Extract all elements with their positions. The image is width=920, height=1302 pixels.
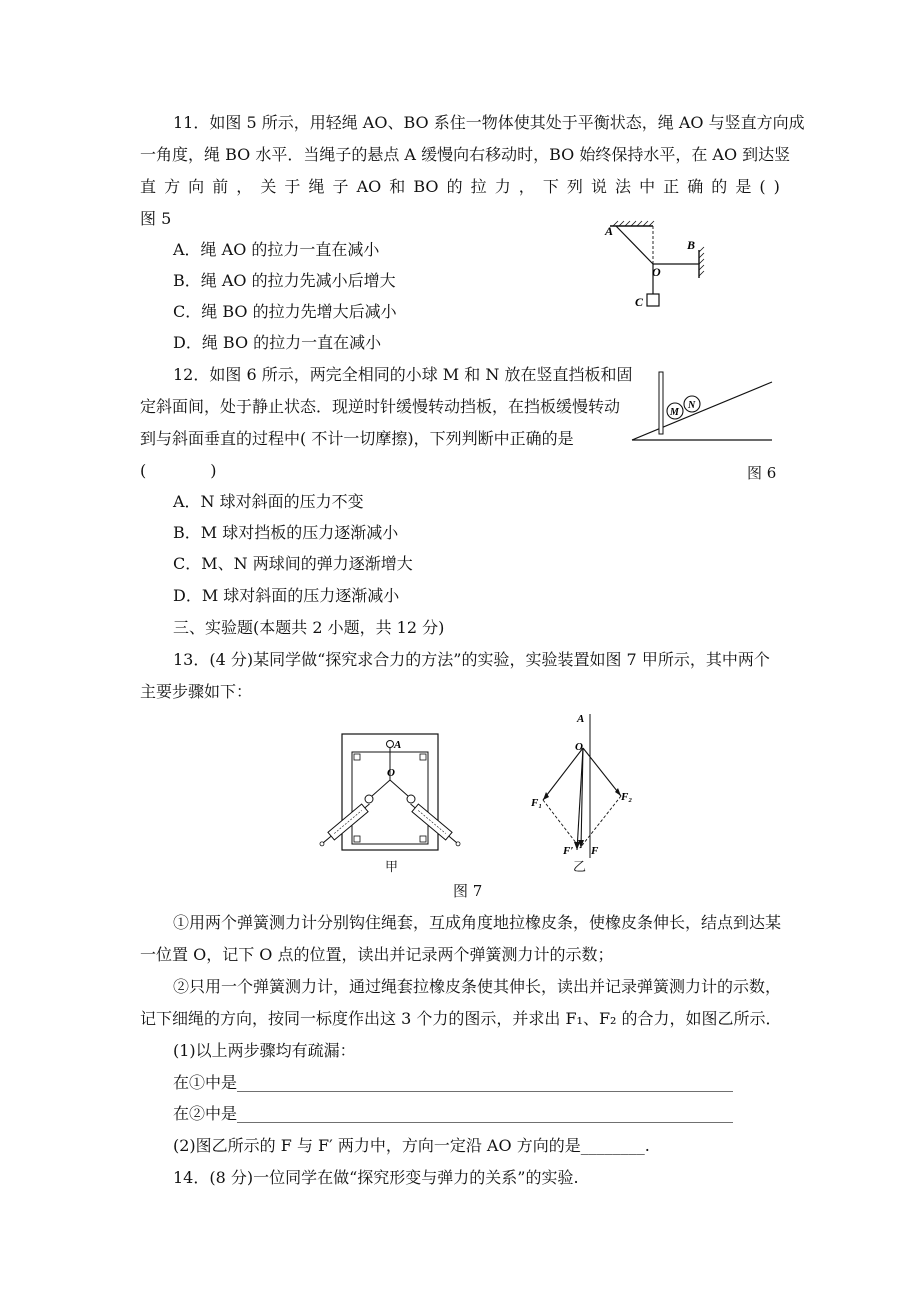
q11-option-b: B．绳 AO 的拉力先减小后增大 [173,271,396,290]
q11-line3-token: 确 [687,177,704,196]
q11-line3-token: 于 [284,177,301,196]
q13-part1: (1)以上两步骤均有疏漏： [173,1041,356,1060]
q11-option-d: D．绳 BO 的拉力一直在减小 [173,333,382,352]
q11-line3-token: ) [773,177,780,196]
fig5-label-c: C [635,295,644,309]
q11-line3-token: 法 [615,177,632,196]
q11-line3-token: 和 [389,177,406,196]
q11-line3-token: ， [236,177,253,196]
q11-line3-token: 中 [639,177,656,196]
q12-option-b: B．M 球对挡板的压力逐渐减小 [173,523,399,542]
q11-line3-token: 绳 [308,177,325,196]
fig7-yi-label-f: F [591,845,599,857]
figure-7-jia-diagram [318,730,468,870]
fig7-yi-label-o: O [575,741,583,753]
q11-line3-token: 子 [332,177,349,196]
fig7-yi-label-f2: F₂ [621,791,633,803]
q11-fig-label: 图 5 [140,209,172,228]
q13-blank-2: 在②中是______________________________________________________________ [173,1104,734,1123]
fig7-jia-label-o: O [387,767,395,779]
q13-step2-line1: ②只用一个弹簧测力计，通过绳套拉橡皮条使其伸长，读出并记录弹簧测力计的示数， [173,977,782,996]
q13-step1-line1: ①用两个弹簧测力计分别钩住绳套，互成角度地拉橡皮条，使橡皮条伸长，结点到达某 [173,913,782,932]
q11-line3-token: 的 [711,177,728,196]
q11-line3-token: 列 [566,177,583,196]
q11-line1: 11．如图 5 所示，用轻绳 AO、BO 系住一物体使其处于平衡状态，绳 AO 与竖直方向成 [173,113,805,132]
q12-line3: 到与斜面垂直的过程中( 不计一切摩擦)，下列判断中正确的是 [140,429,574,448]
q11-line3-token: 的 [446,177,463,196]
fig7-yi-label-f1: F₁ [531,797,543,809]
q13-step2-line2: 记下细绳的方向，按同一标度作出这 3 个力的图示，并求出 F₁、F₂ 的合力，如图乙所示． [140,1009,782,1028]
q12-line1: 12．如图 6 所示，两完全相同的小球 M 和 N 放在竖直挡板和固 [173,365,633,384]
figure-7-yi-diagram [525,708,645,858]
q14-line1: 14．(8 分)一位同学在做“探究形变与弹力的关系”的实验. [173,1168,579,1187]
q11-line3-token: 是 [735,177,752,196]
q11-line3-token: ， [518,177,535,196]
q11-line3-token: 方 [164,177,181,196]
fig7-jia-label-a: A [394,739,402,751]
q11-line2: 一角度，绳 BO 水平．当绳子的悬点 A 缓慢向右移动时，BO 始终保持水平，在 AO 到达竖 [140,145,791,164]
q13-step1-line2: 一位置 O，记下 O 点的位置，读出并记录两个弹簧测力计的示数； [140,945,614,964]
fig7-yi-label-fprime: F′ [563,845,574,857]
q11-line3-token: ( [759,177,766,196]
q11-line3-token: 向 [188,177,205,196]
q12-option-d: D．M 球对斜面的压力逐渐减小 [173,586,400,605]
figure-6-diagram [626,366,776,446]
q11-line3-token: 正 [663,177,680,196]
q13-blank-1: 在①中是______________________________________________________________ [173,1073,734,1092]
q11-line3-token: AO [356,177,382,196]
q11-line3-token: 关 [260,177,277,196]
q11-option-a: A．绳 AO 的拉力一直在减小 [173,240,380,259]
fig5-label-b: B [687,238,696,252]
q11-line3-token: 前 [212,177,229,196]
q13-line1: 13．(4 分)某同学做“探究求合力的方法”的实验，实验装置如图 7 甲所示，其中两个 [173,650,770,669]
q12-option-c: C．M、N 两球间的弹力逐渐增大 [173,554,413,573]
q12-answer-blank: ( ) [140,461,217,480]
fig7-sub-jia: 甲 [385,860,399,875]
q12-fig-label: 图 6 [747,464,777,482]
fig5-label-o: O [652,265,661,279]
fig7-sub-yi: 乙 [573,860,587,875]
fig5-label-a: A [605,224,614,238]
q11-line3-token: 力 [494,177,511,196]
q11-line3-token: 下 [542,177,559,196]
fig6-ball-m: M [670,407,679,418]
section-3-heading: 三、实验题(本题共 2 小题，共 12 分) [173,618,445,637]
fig7-yi-label-a: A [577,713,585,725]
figure-5-diagram [595,218,720,318]
q11-line3-token: 说 [590,177,607,196]
q12-line2: 定斜面间，处于静止状态．现逆时针缓慢转动挡板，在挡板缓慢转动 [140,397,621,416]
q12-option-a: A．N 球对斜面的压力不变 [173,492,364,511]
q13-part2: (2)图乙所示的 F 与 F′ 两力中，方向一定沿 AO 方向的是________. [173,1136,650,1155]
q11-line3-token: 直 [140,177,157,196]
q11-line3-token: 拉 [470,177,487,196]
q13-fig-label: 图 7 [453,882,483,900]
q11-option-c: C．绳 BO 的拉力先增大后减小 [173,302,397,321]
fig6-ball-n: N [688,400,696,411]
q11-line3 [140,177,780,197]
q13-line2: 主要步骤如下： [140,682,253,701]
q11-line3-token: BO [413,177,439,196]
